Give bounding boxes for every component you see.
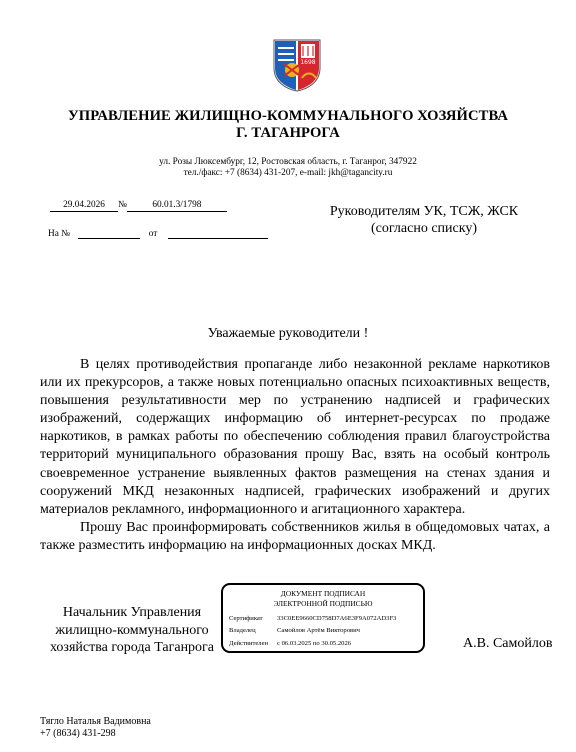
signer-position xyxy=(34,604,230,657)
body-paragraph-2: Прошу Вас проинформировать собственников жилья в общедомовых чатах, а также разместить информацию на информационных досках МКД. xyxy=(40,519,550,553)
reference-number-label: На № xyxy=(48,229,71,239)
addressee-line1: Руководителям УК, ТСЖ, ЖСК xyxy=(329,204,519,219)
reference-date-label: от xyxy=(148,229,158,239)
registration-number: 60.01.3/1798 xyxy=(127,200,227,212)
stamp-certificate-label: Сертификат xyxy=(229,615,263,622)
signer-position-line1: Начальник Управления xyxy=(62,605,202,620)
performer-phone: +7 (8634) 431-298 xyxy=(40,728,116,739)
registration-line xyxy=(50,200,227,212)
organization-title-line1: УПРАВЛЕНИЕ ЖИЛИЩНО-КОММУНАЛЬНОГО ХОЗЯЙСТВА xyxy=(68,108,508,124)
reference-date-blank xyxy=(168,228,268,239)
signer-name: А.В. Самойлов xyxy=(463,636,553,651)
stamp-owner-label: Владелец xyxy=(229,627,256,634)
stamp-owner-value: Самойлов Артём Викторович xyxy=(277,627,360,634)
organization-contacts: тел./факс: +7 (8634) 431-207, e-mail: jkh@tagancity.ru xyxy=(183,168,393,178)
letter-body xyxy=(40,356,550,555)
addressee-block xyxy=(300,203,548,237)
body-paragraph-1: В целях противодействия пропаганде либо незаконной рекламе наркотиков или их прекурсоров, а также новых потенциально опасных психоактивных веществ, повышения результативности мер по устранению надписей и графических изображений, содержащих информацию об интернет-ресурсах по продаже наркотиков, в рамках работы по обеспечению соблюдения правил благоустройства территорий муниципального образования прошу Вас, взять на особый контроль своевременное устранение выявленных фактов размещения на стенах здания и сооружений МКД незаконных надписей, графических изображений и других материалов рекламного, информационного и агитационного характера. xyxy=(40,357,550,517)
taganrog-coat-of-arms-icon xyxy=(272,38,322,92)
reference-line xyxy=(48,228,268,239)
stamp-certificate-value: 33C0EE9660CD758D7A6E3F9A072AD3F3 xyxy=(277,615,397,622)
organization-address: ул. Розы Люксембург, 12, Ростовская область, г. Таганрог, 347922 xyxy=(159,157,417,167)
performer-name: Тягло Наталья Вадимовна xyxy=(40,716,151,727)
stamp-validity-value: с 06.03.2025 по 30.05.2026 xyxy=(277,640,352,647)
signer-position-line3: хозяйства города Таганрога xyxy=(49,640,215,655)
stamp-owner-row xyxy=(229,627,360,634)
stamp-title-line2: ЭЛЕКТРОННОЙ ПОДПИСЬЮ xyxy=(273,599,373,608)
greeting: Уважаемые руководители ! xyxy=(207,326,369,341)
stamp-title-line1: ДОКУМЕНТ ПОДПИСАН xyxy=(280,589,366,598)
stamp-validity-label: Действителен xyxy=(229,640,269,647)
crest-year: 1698 xyxy=(300,59,316,66)
stamp-validity-row xyxy=(229,640,351,647)
signer-position-line2: жилищно-коммунального xyxy=(55,622,209,638)
reference-number-blank xyxy=(78,228,140,239)
electronic-signature-stamp xyxy=(221,583,425,653)
registration-number-label: № xyxy=(118,200,127,210)
addressee-line2: (согласно списку) xyxy=(371,221,477,236)
stamp-certificate-row xyxy=(229,615,396,622)
organization-title-line2: Г. ТАГАНРОГА xyxy=(236,125,340,141)
registration-date: 29.04.2026 xyxy=(50,200,118,212)
